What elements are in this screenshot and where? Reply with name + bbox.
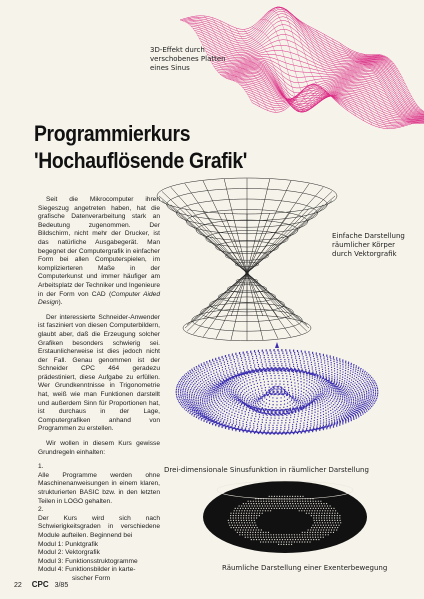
article-title [34,120,248,174]
rule-1: 1. Alle Programme werden ohne Maschinenanweisungen in einem klaren, strukturierten BASIC bzw. in den letzten Teilen in LOGO gehalten. [38,463,160,505]
sine-ripple-figure [170,338,385,458]
rule-2: 2. Der Kurs wird sich nach Schwierigkeitsgraden in verschiedene Module aufteilen. Beginnend bei [38,506,160,539]
module-item: Modul 1: Punktgrafik [38,540,99,548]
cone-wireframe [157,178,337,341]
page-number: 22 [14,582,22,589]
ripple-peak [275,342,279,348]
bowl-body [203,481,367,553]
caption-cone: Einfache Darstellung räumlicher Körper durch Vektorgrafik [332,232,405,258]
issue-number: 3/85 [54,582,69,589]
module-item: Modul 3: Funktionsstruktogramme [38,557,138,565]
ripple-dots [176,349,379,435]
paragraph-1: Seit die Mikrocomputer ihren Siegeszug angetreten haben, hat die grafische Datenverarbeitung stark an Bedeutung zugenommen. Der Bildschirm, nicht mehr der Drucker, ist das natürliche Ausgabegerät. Man begegnet der Computergrafik in einfacher Form bei allen Computerspielen, im komplizierteren Maße in der Computerkunst und immer häufiger am Arbeitsplatz der Techniker und Ingenieure in der Form von CAD (Computer Aided Design). [38,196,160,307]
caption-sine-wave: 3D-Effekt durch verschobenes Platten eines Sinus [150,46,226,72]
caption-ripple: Drei-dimensionale Sinusfunktion in räumlicher Darstellung [164,466,369,474]
paragraph-2: Der interessierte Schneider-Anwender ist fasziniert von diesen Computerbildern, glaubt aber, daß die Erzeugung solcher Grafiken besonders schwierig sei. Erstaunlicherweise ist dies jedoch nicht der Fall. Genau genommen ist der Schneider CPC 464 geradezu prädestiniert, diese Aufgabe zu erfüllen. Wer Grundkenntnisse in Trigonometrie hat, weiß wie man Funktionen darstellt und außerdem Sinn für Proportionen hat, ist durchaus in der Lage, Computergrafiken anhand von Programmen zu erstellen. [38,313,160,433]
title-line-2: 'Hochauflösende Grafik' [34,148,248,173]
eccentric-bowl-figure [198,476,373,558]
magazine-name: CPC [31,580,49,589]
module-item: Modul 2: Vektorgrafik [38,549,100,557]
caption-bowl: Räumliche Darstellung einer Exenterbewegung [222,564,388,572]
paragraph-3: Wir wollen in diesem Kurs gewisse Grundregeln einhalten: [38,440,160,456]
module-item: Modul 4: Funktionsbilder in karte- [38,566,136,574]
title-line-1: Programmierkurs [34,121,191,146]
wireframe-cone-figure [150,178,345,343]
page-footer [14,580,68,589]
body-text-column [38,196,160,584]
module-item-continuation: sischer Form [72,574,111,582]
module-list [38,541,160,584]
